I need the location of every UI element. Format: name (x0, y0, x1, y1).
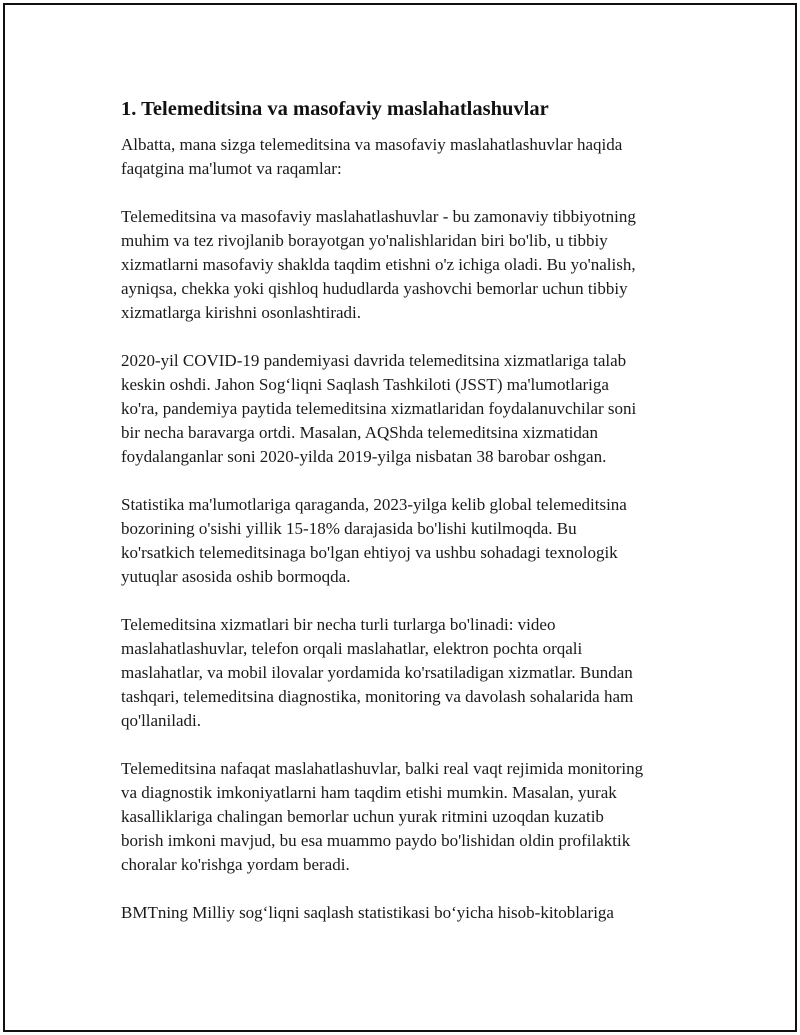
paragraph-line: yutuqlar asosida oshib bormoqda. (121, 567, 351, 586)
page-frame (3, 3, 797, 1032)
paragraph-line: ko'rsatkich telemeditsinaga bo'lgan ehtiyoj va ushbu sohadagi texnologik (121, 543, 618, 562)
paragraph-line: bir necha baravarga ortdi. Masalan, AQShda telemeditsina xizmatidan (121, 423, 598, 442)
paragraph-intro (121, 133, 691, 181)
paragraph-covid (121, 349, 691, 469)
paragraph-line: tashqari, telemeditsina diagnostika, monitoring va davolash sohalarida ham (121, 687, 634, 706)
paragraph-line: bozorining o'sishi yillik 15-18% darajasida bo'lishi kutilmoqda. Bu (121, 519, 577, 538)
paragraph-line: xizmatlarni masofaviy shaklda taqdim etishni o'z ichiga oladi. Bu yo'nalish, (121, 255, 636, 274)
paragraph-line: Albatta, mana sizga telemeditsina va masofaviy maslahatlashuvlar haqida (121, 135, 623, 154)
paragraph-line: keskin oshdi. Jahon Sog‘liqni Saqlash Tashkiloti (JSST) ma'lumotlariga (121, 375, 609, 394)
document-content (121, 95, 691, 925)
paragraph-line: Statistika ma'lumotlariga qaraganda, 2023-yilga kelib global telemeditsina (121, 495, 627, 514)
paragraph-line: ko'ra, pandemiya paytida telemeditsina xizmatlaridan foydalanuvchilar soni (121, 399, 637, 418)
paragraph-line: ayniqsa, chekka yoki qishloq hududlarda yashovchi bemorlar uchun tibbiy (121, 279, 628, 298)
paragraph-line: 2020-yil COVID-19 pandemiyasi davrida telemeditsina xizmatlariga talab (121, 351, 627, 370)
paragraph-definition (121, 205, 691, 325)
section-heading: 1. Telemeditsina va masofaviy maslahatlashuvlar (121, 98, 549, 120)
paragraph-monitoring (121, 757, 691, 877)
paragraph-line: xizmatlarga kirishni osonlashtiradi. (121, 303, 362, 322)
paragraph-line: kasalliklariga chalingan bemorlar uchun yurak ritmini uzoqdan kuzatib (121, 807, 604, 826)
paragraph-line: qo'llaniladi. (121, 711, 202, 730)
paragraph-line: Telemeditsina va masofaviy maslahatlashuvlar - bu zamonaviy tibbiyotning (121, 207, 636, 226)
paragraph-line: BMTning Milliy sog‘liqni saqlash statistikasi bo‘yicha hisob-kitoblariga (121, 903, 614, 922)
paragraph-statistics (121, 493, 691, 589)
paragraph-line: maslahatlar, va mobil ilovalar yordamida ko'rsatiladigan xizmatlar. Bundan (121, 663, 633, 682)
paragraph-line: choralar ko'rishga yordam beradi. (121, 855, 350, 874)
paragraph-line: borish imkoni mavjud, bu esa muammo paydo bo'lishidan oldin profilaktik (121, 831, 631, 850)
paragraph-service-types (121, 613, 691, 733)
paragraph-line: va diagnostik imkoniyatlarni ham taqdim etishi mumkin. Masalan, yurak (121, 783, 617, 802)
paragraph-line: muhim va tez rivojlanib borayotgan yo'nalishlaridan biri bo'lib, u tibbiy (121, 231, 608, 250)
paragraph-line: foydalanganlar soni 2020-yilda 2019-yilga nisbatan 38 barobar oshgan. (121, 447, 607, 466)
paragraph-line: maslahatlashuvlar, telefon orqali maslahatlar, elektron pochta orqali (121, 639, 583, 658)
paragraph-line: faqatgina ma'lumot va raqamlar: (121, 159, 342, 178)
paragraph-line: Telemeditsina nafaqat maslahatlashuvlar, balki real vaqt rejimida monitoring (121, 759, 644, 778)
paragraph-bmt (121, 901, 691, 925)
paragraph-line: Telemeditsina xizmatlari bir necha turli turlarga bo'linadi: video (121, 615, 556, 634)
